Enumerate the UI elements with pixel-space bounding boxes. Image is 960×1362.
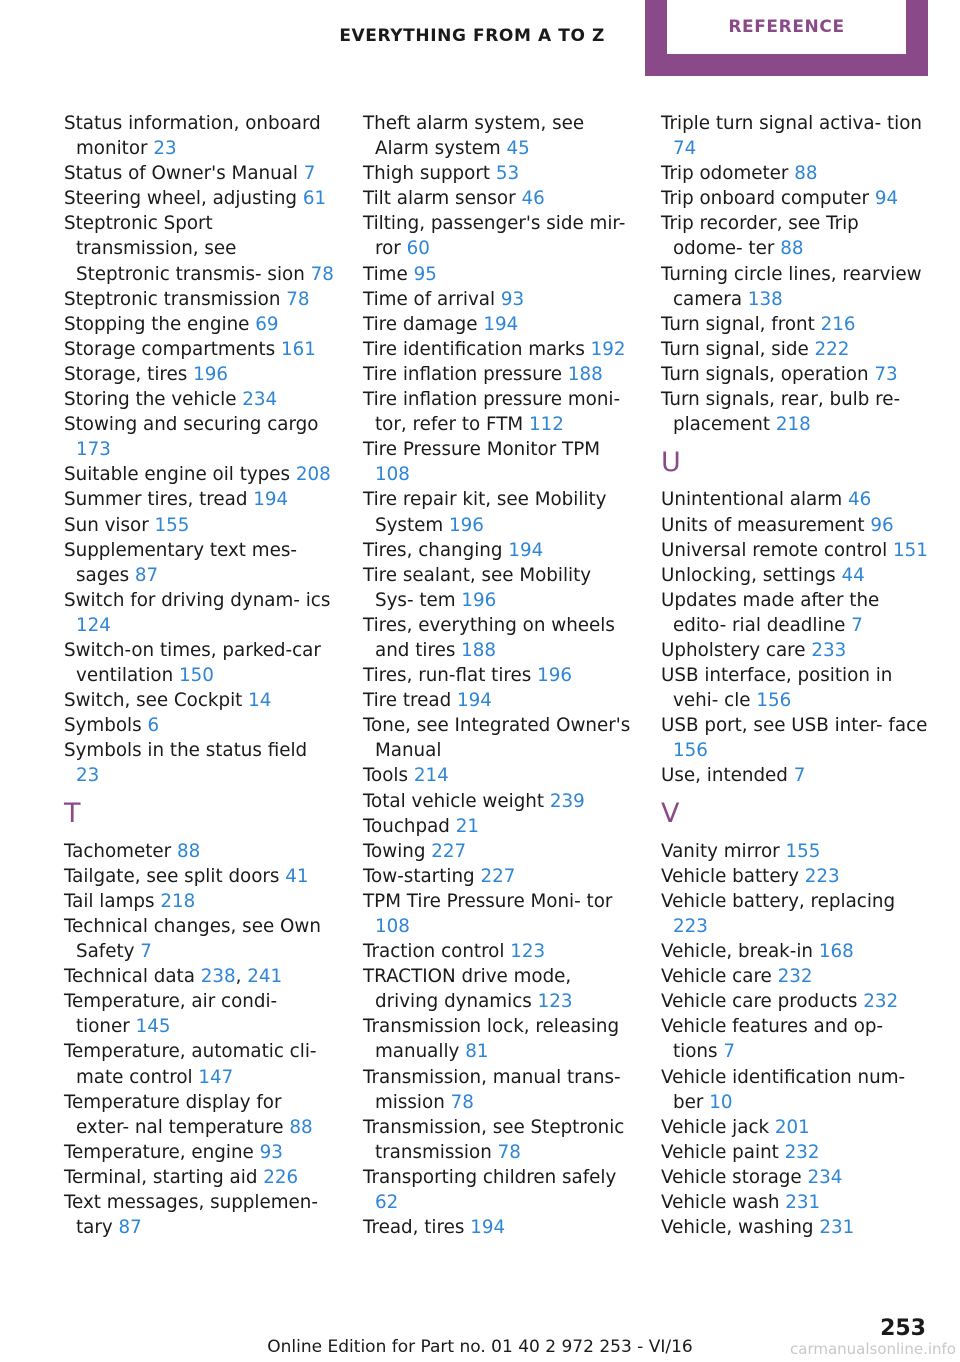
index-entry-text: Symbols <box>64 715 148 737</box>
index-entry-text: Vehicle paint <box>661 1141 785 1163</box>
reference-tab[interactable] <box>645 0 928 76</box>
page-reference-link[interactable]: 161 <box>281 338 316 360</box>
index-entry <box>363 814 635 839</box>
edition-footer: Online Edition for Part no. 01 40 2 972 253 - VI/16 <box>267 1337 693 1357</box>
index-entry <box>64 337 336 362</box>
page-reference-link[interactable]: 231 <box>819 1217 855 1239</box>
index-entry-text: Temperature, automatic cli- mate control <box>64 1041 317 1088</box>
index-column-1 <box>64 111 336 1240</box>
index-entry-text: Unintentional alarm <box>661 489 849 511</box>
index-entry-text: Text messages, supplemen- tary <box>64 1192 318 1239</box>
index-entry-text: Tone, see Integrated Owner's Manual <box>363 715 631 762</box>
index-entry <box>363 563 635 613</box>
page-reference-link[interactable]: 222 <box>814 338 850 360</box>
index-entry-text: Tire Pressure Monitor TPM <box>363 439 600 461</box>
index-entry <box>661 713 933 763</box>
index-entry <box>64 914 336 964</box>
index-entry <box>363 262 635 287</box>
index-entry-text: Storage, tires <box>64 363 194 385</box>
page-reference-link[interactable]: 7 <box>303 163 316 185</box>
index-entry-text: Turning circle lines, rearview camera <box>661 263 922 310</box>
index-entry <box>64 989 336 1039</box>
index-entry: Technical data 238, 241 <box>64 966 283 988</box>
page-reference-link[interactable]: 147 <box>198 1066 234 1088</box>
index-entry-text: Technical data <box>64 966 201 988</box>
index-entry-text: Touchpad <box>363 815 456 837</box>
index-entry <box>64 462 336 487</box>
index-entry <box>64 362 336 387</box>
index-entry <box>64 588 336 638</box>
page-reference-link[interactable]: 196 <box>193 363 228 385</box>
index-entry <box>64 161 336 186</box>
page-reference-link[interactable]: 226 <box>263 1166 299 1188</box>
page-reference-link[interactable]: 44 <box>841 564 865 586</box>
page-reference-link[interactable]: 74 <box>673 138 697 160</box>
index-entry <box>363 211 635 261</box>
page-reference-link[interactable]: 231 <box>785 1192 821 1214</box>
page-reference-link[interactable]: 223 <box>804 865 840 887</box>
index-entry <box>64 312 336 337</box>
index-entry-text: Turn signal, side <box>661 338 815 360</box>
index-entry-text: Triple turn signal activa- tion <box>661 113 922 134</box>
index-entry <box>661 1165 933 1190</box>
index-entry <box>661 1065 933 1115</box>
page-reference-link[interactable]: 168 <box>818 941 854 963</box>
index-entry-text: Upholstery care <box>661 639 812 661</box>
page-reference-link[interactable]: 233 <box>811 639 847 661</box>
page-reference-link[interactable]: 88 <box>780 238 804 260</box>
index-entry-text: Turn signals, rear, bulb re- placement <box>661 389 901 436</box>
index-entry-text: Vehicle storage <box>661 1166 808 1188</box>
page-reference-link[interactable]: 88 <box>176 840 201 862</box>
page-reference-link[interactable]: 151 <box>893 539 928 561</box>
index-entry <box>64 186 336 211</box>
index-entry-text: Tire inflation pressure <box>363 363 568 385</box>
index-entry <box>363 287 635 312</box>
page-reference-link[interactable]: 239 <box>549 790 585 812</box>
page-reference-link[interactable]: 23 <box>76 765 100 787</box>
index-entry-text: Tow-starting <box>363 865 481 887</box>
index-entry-text: Time of arrival <box>363 288 501 310</box>
index-entry <box>661 312 933 337</box>
index-entry-text: Transmission lock, releasing manually <box>363 1016 620 1063</box>
index-entry-text: Trip onboard computer <box>661 188 875 210</box>
page-number: 253 <box>880 1316 926 1341</box>
page-reference-link[interactable]: 194 <box>253 489 289 511</box>
index-entry <box>363 713 635 763</box>
index-entry-text: USB interface, position in vehi- cle <box>661 665 893 712</box>
section-title: EVERYTHING FROM A TO Z <box>339 26 605 46</box>
index-entry-text: USB port, see USB inter- face <box>661 715 928 737</box>
index-entry-text: Tires, changing <box>363 539 509 561</box>
reference-tab-label: REFERENCE <box>667 0 906 54</box>
page-reference-link[interactable]: 150 <box>179 665 214 687</box>
page-reference-link[interactable]: 196 <box>537 665 573 687</box>
page-reference-link[interactable]: 155 <box>154 514 190 536</box>
index-entry-text: Time <box>363 263 414 285</box>
page-reference-link[interactable]: 7 <box>851 614 863 636</box>
index-entry-text: Vehicle battery <box>661 865 805 887</box>
index-entry <box>661 337 933 362</box>
index-entry-text: Switch-on times, parked-car ventilation <box>64 639 321 687</box>
index-entry <box>661 161 933 186</box>
index-entry <box>64 211 336 286</box>
index-entry-text: Tailgate, see split doors <box>64 865 286 887</box>
index-entry-text: Unlocking, settings <box>661 564 842 586</box>
index-entry <box>64 1090 336 1140</box>
index-entry <box>661 186 933 211</box>
index-entry <box>661 889 933 939</box>
index-entry-text: Switch for driving dynam- ics <box>64 589 331 611</box>
index-entry <box>363 362 635 387</box>
index-entry-text: Vehicle wash <box>661 1192 786 1214</box>
index-entry <box>363 161 635 186</box>
index-entry <box>363 1014 635 1064</box>
index-entry <box>661 839 933 864</box>
index-entry-text: Tire repair kit, see Mobility System <box>363 489 607 536</box>
index-entry <box>661 989 933 1014</box>
index-entry <box>64 1140 336 1165</box>
index-entry-text: Status information, onboard monitor <box>64 113 321 160</box>
index-entry <box>661 513 933 538</box>
page-reference-link[interactable]: 227 <box>480 865 516 887</box>
page-reference-link[interactable]: 61 <box>302 188 327 210</box>
index-entry <box>64 412 336 462</box>
index-entry <box>661 588 933 638</box>
index-entry-text: Stowing and securing cargo <box>64 414 319 436</box>
index-entry-text: Terminal, starting aid <box>64 1166 264 1188</box>
index-entry <box>661 939 933 964</box>
index-entry <box>363 864 635 889</box>
index-entry <box>363 688 635 713</box>
index-entry-text: Vehicle battery, replacing <box>661 890 896 912</box>
page-reference-link[interactable]: 7 <box>140 941 152 963</box>
page-reference-link[interactable]: 78 <box>450 1091 474 1113</box>
index-entry <box>661 487 933 512</box>
page-reference-link[interactable]: 145 <box>135 1016 171 1038</box>
index-entry-text: Tire sealant, see Mobility Sys- tem <box>363 564 592 611</box>
index-entry <box>661 1190 933 1215</box>
page-reference-link[interactable]: 41 <box>285 865 309 887</box>
index-entry <box>64 889 336 914</box>
page-reference-link[interactable]: 88 <box>289 1116 313 1138</box>
index-entry-text: Units of measurement <box>661 514 871 536</box>
index-entry <box>64 864 336 889</box>
index-entry <box>363 663 635 688</box>
index-entry <box>363 613 635 663</box>
index-entry-text: Steering wheel, adjusting <box>64 188 303 210</box>
index-entry-text: Tilting, passenger's side mir- ror <box>363 213 626 260</box>
index-entry <box>661 563 933 588</box>
index-entry <box>661 1014 933 1064</box>
index-column-3 <box>661 111 933 1240</box>
index-entry-text: Vehicle, break-in <box>661 941 819 963</box>
index-entry <box>661 111 933 161</box>
index-entry <box>661 211 933 261</box>
page-reference-link[interactable]: 53 <box>495 163 520 185</box>
index-entry <box>363 763 635 788</box>
index-entry-text: Tire tread <box>363 690 458 712</box>
page-reference-link[interactable]: 156 <box>673 740 708 762</box>
index-entry <box>661 1215 933 1240</box>
page-reference-link[interactable]: 194 <box>470 1217 506 1239</box>
index-entry-text: Universal remote control <box>661 539 894 561</box>
page-reference-link[interactable]: 7 <box>793 765 806 787</box>
index-entry <box>363 186 635 211</box>
page-reference-link[interactable]: 45 <box>506 138 530 160</box>
page-reference-link[interactable]: 112 <box>528 414 564 436</box>
index-entry-text: Vehicle jack <box>661 1116 775 1138</box>
page-reference-link[interactable]: 188 <box>567 363 603 385</box>
index-entry <box>661 1115 933 1140</box>
index-entry <box>64 638 336 688</box>
page-reference-link[interactable]: 123 <box>510 941 546 963</box>
index-entry-text: Vehicle care <box>661 966 778 988</box>
index-entry-text: Theft alarm system, see Alarm system <box>363 113 585 160</box>
index-entry <box>661 538 933 563</box>
index-entry-text: Tires, everything on wheels and tires <box>363 614 615 661</box>
index-entry <box>363 1115 635 1165</box>
index-entry-text: Vehicle features and op- tions <box>661 1016 884 1063</box>
page-reference-link[interactable]: 155 <box>785 840 821 862</box>
index-entry-text: Temperature display for exter- nal temperature <box>64 1091 290 1138</box>
index-entry-text: Stopping the engine <box>64 313 256 335</box>
index-entry <box>64 387 336 412</box>
index-entry <box>661 262 933 312</box>
page-reference-link[interactable]: 156 <box>756 690 792 712</box>
index-entry-text: Status of Owner's Manual <box>64 163 304 185</box>
page-reference-link[interactable]: 194 <box>483 313 519 335</box>
page-reference-link[interactable]: 96 <box>870 514 894 536</box>
page-reference-link[interactable]: 23 <box>153 138 177 160</box>
page-reference-link[interactable]: 62 <box>375 1192 399 1214</box>
index-entry <box>363 889 635 939</box>
index-entry-text: Steptronic transmission <box>64 288 287 310</box>
page-reference-link[interactable]: 138 <box>747 288 783 310</box>
page-reference-link[interactable]: 123 <box>537 991 573 1013</box>
page-reference-link[interactable]: 194 <box>457 690 492 712</box>
index-entry <box>661 362 933 387</box>
index-entry <box>64 1165 336 1190</box>
index-entry-text: Temperature, engine <box>64 1141 260 1163</box>
index-column-2 <box>363 111 635 1240</box>
index-entry <box>64 513 336 538</box>
index-entry-text: Supplementary text mes- sages <box>64 539 297 586</box>
index-entry <box>363 437 635 487</box>
page-reference-link[interactable]: 69 <box>255 313 279 335</box>
index-entry-text: Turn signals, operation <box>661 363 875 385</box>
page-reference-link[interactable]: 214 <box>413 765 449 787</box>
index-entry-text: Vanity mirror <box>661 840 786 862</box>
index-entry <box>64 1039 336 1089</box>
index-entry <box>363 839 635 864</box>
index-entry-text: Tread, tires <box>363 1217 471 1239</box>
index-entry-text: Vehicle identification num- ber <box>661 1066 906 1113</box>
page-reference-link[interactable]: 238 <box>200 966 236 988</box>
index-entry-text: Storage compartments <box>64 338 282 360</box>
index-entry-text: Vehicle, washing <box>661 1217 820 1239</box>
index-entry <box>363 964 635 1014</box>
page-reference-link[interactable]: 87 <box>134 564 159 586</box>
index-entry-text: Tires, run-flat tires <box>363 665 538 687</box>
index-entry <box>64 688 336 713</box>
page-reference-link[interactable]: 232 <box>784 1141 820 1163</box>
page-reference-link[interactable]: 201 <box>774 1116 810 1138</box>
index-entry <box>64 111 336 161</box>
page-reference-link[interactable]: 241 <box>247 966 283 988</box>
page-reference-link[interactable]: 95 <box>413 263 437 285</box>
index-entry-text: Suitable engine oil types <box>64 464 296 486</box>
page-reference-link[interactable]: 21 <box>455 815 479 837</box>
page-reference-link[interactable]: 60 <box>406 238 430 260</box>
index-entry <box>64 713 336 738</box>
page-reference-link[interactable]: 10 <box>709 1091 733 1113</box>
page-reference-link[interactable]: 46 <box>848 489 872 511</box>
index-entry-text: Temperature, air condi- tioner <box>64 991 278 1038</box>
page-reference-link[interactable]: 108 <box>375 916 410 937</box>
page-reference-link[interactable]: 7 <box>723 1041 735 1063</box>
page-reference-link[interactable]: 234 <box>242 389 278 411</box>
page-reference-link[interactable]: 6 <box>147 715 160 737</box>
index-entry-text: Tools <box>363 765 414 787</box>
index-entry-text: Sun visor <box>64 514 155 536</box>
index-entry-text: Tail lamps <box>64 890 161 912</box>
index-entry <box>363 111 635 161</box>
index-entry-text: Updates made after the edito- rial deadline <box>661 589 880 636</box>
page-reference-link[interactable]: 108 <box>375 464 410 486</box>
index-entry-text: Storing the vehicle <box>64 389 243 411</box>
index-letter-heading: U <box>661 446 681 478</box>
index-entry-text: Transporting children safely <box>363 1166 617 1188</box>
index-entry <box>363 538 635 563</box>
page-reference-link[interactable]: 192 <box>590 338 626 360</box>
index-entry-text: Vehicle care products <box>661 991 864 1013</box>
index-entry <box>661 763 933 788</box>
index-entry-text: Technical changes, see Own Safety <box>64 916 321 963</box>
index-entry <box>363 1215 635 1240</box>
index-entry <box>64 738 336 788</box>
page-reference-link[interactable]: 232 <box>777 966 813 988</box>
index-entry-text: Towing <box>363 840 432 862</box>
index-entry <box>661 864 933 889</box>
index-letter-heading: V <box>661 798 680 830</box>
page-reference-link[interactable]: 218 <box>775 414 811 436</box>
page-reference-link[interactable]: 78 <box>310 263 334 285</box>
index-letter-heading: T <box>64 798 81 830</box>
index-entry <box>363 337 635 362</box>
index-entry <box>661 638 933 663</box>
index-entry <box>661 387 933 437</box>
page-reference-link[interactable]: 78 <box>497 1141 521 1163</box>
page-reference-link[interactable]: 173 <box>76 439 111 461</box>
index-entry <box>64 839 336 864</box>
page-reference-link[interactable]: 218 <box>160 890 196 912</box>
index-entry-text: Tire identification marks <box>363 338 591 360</box>
index-entry <box>363 387 635 437</box>
index-entry-text: Turn signal, front <box>661 313 821 335</box>
index-entry <box>363 1065 635 1115</box>
index-entry-text: TPM Tire Pressure Moni- tor <box>363 890 613 912</box>
page-reference-link[interactable]: 78 <box>286 288 310 310</box>
index-entry-text: Summer tires, tread <box>64 489 254 511</box>
page-reference-link[interactable]: 232 <box>863 991 899 1013</box>
page-reference-link[interactable]: 93 <box>259 1141 283 1163</box>
page-reference-link[interactable]: 234 <box>807 1166 843 1188</box>
index-entry-text: Switch, see Cockpit <box>64 690 249 712</box>
index-entry <box>363 312 635 337</box>
index-entry-text: Trip odometer <box>661 163 795 185</box>
index-entry-text: Symbols in the status field <box>64 740 308 762</box>
index-entry <box>363 487 635 537</box>
page-reference-link[interactable]: 88 <box>794 163 818 185</box>
index-entry-text: Transmission, manual trans- mission <box>363 1066 621 1113</box>
index-entry <box>661 663 933 713</box>
watermark-text: carmanualsonline.info <box>790 1340 956 1358</box>
index-entry <box>64 287 336 312</box>
index-entry <box>363 789 635 814</box>
page-reference-link[interactable]: 93 <box>500 288 525 310</box>
page-reference-link[interactable]: 124 <box>76 614 111 636</box>
index-entry-text: Tire damage <box>363 313 484 335</box>
index-entry-text: Tilt alarm sensor <box>363 188 522 210</box>
page-reference-link[interactable]: 87 <box>118 1217 142 1239</box>
index-entry-text: Tachometer <box>64 840 177 862</box>
page-reference-link[interactable]: 73 <box>874 363 898 385</box>
index-entry <box>661 964 933 989</box>
page-reference-link[interactable]: 223 <box>673 916 708 937</box>
page-reference-link[interactable]: 46 <box>521 188 545 210</box>
index-entry-text: TRACTION drive mode, driving dynamics <box>363 966 572 1013</box>
index-entry-text: Use, intended <box>661 765 794 787</box>
index-entry-text: Transmission, see Steptronic transmission <box>363 1116 625 1163</box>
index-entry <box>363 1165 635 1215</box>
index-entry-text: Thigh support <box>363 163 496 185</box>
index-entry-text: Total vehicle weight <box>363 790 550 812</box>
index-entry-text: Tire inflation pressure moni- tor, refer to FTM <box>363 389 621 436</box>
index-entry <box>64 538 336 588</box>
index-entry-text: Trip recorder, see Trip odome- ter <box>661 213 859 260</box>
index-entry <box>363 939 635 964</box>
index-entry-text: Traction control <box>363 941 511 963</box>
page-reference-link[interactable]: 188 <box>461 639 497 661</box>
index-entry-text: Steptronic Sport transmission, see Steptronic transmis- sion <box>64 213 311 285</box>
index-entry <box>64 487 336 512</box>
page-reference-link[interactable]: 196 <box>448 514 484 536</box>
page-reference-link[interactable]: 194 <box>508 539 544 561</box>
page-reference-link[interactable]: 227 <box>431 840 467 862</box>
page-reference-link[interactable]: 216 <box>820 313 856 335</box>
index-entry <box>64 1190 336 1240</box>
page-reference-link[interactable]: 14 <box>248 690 272 712</box>
page-reference-link[interactable]: 81 <box>465 1041 489 1063</box>
index-entry <box>661 1140 933 1165</box>
page-reference-link[interactable]: 196 <box>461 589 497 611</box>
page-reference-link[interactable]: 208 <box>295 464 331 486</box>
page-reference-link[interactable]: 94 <box>874 188 899 210</box>
